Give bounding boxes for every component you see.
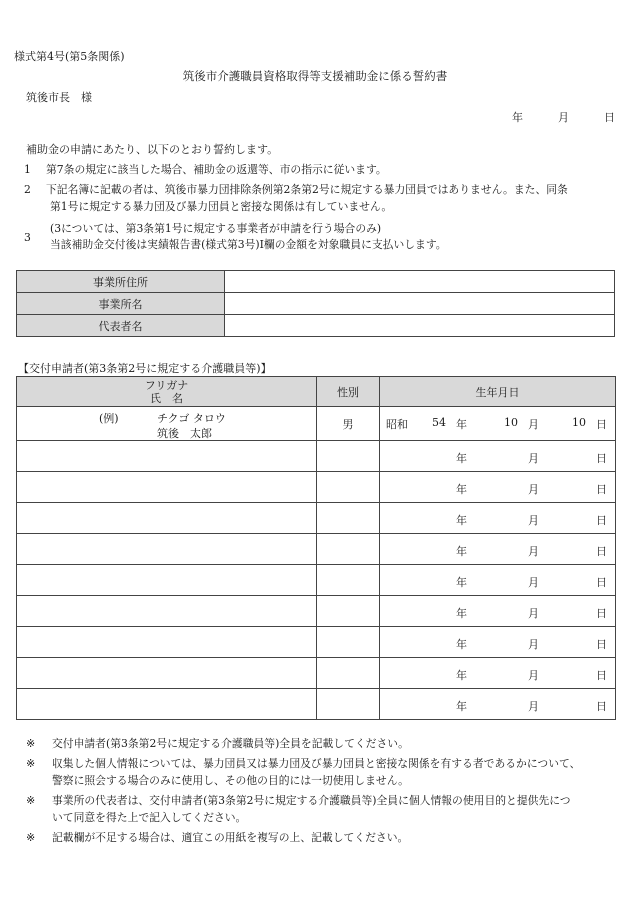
- header-sex: 性別: [317, 377, 380, 407]
- applicant-sex-field[interactable]: [317, 596, 380, 627]
- business-name-label: 事業所名: [17, 293, 225, 315]
- dob-month-unit: 月: [528, 483, 539, 496]
- representative-name-field[interactable]: [225, 315, 615, 337]
- dob-day-unit: 日: [596, 669, 607, 682]
- note-3-cont: いて同意を得た上で記入してください。: [52, 811, 247, 824]
- addressee: 筑後市長 様: [26, 91, 92, 104]
- applicant-sex-field[interactable]: [317, 503, 380, 534]
- applicant-sex-field[interactable]: [317, 689, 380, 720]
- example-furigana: チクゴ タロウ: [157, 411, 226, 425]
- applicant-row: [17, 503, 616, 534]
- pledge-item-number: 2: [24, 183, 31, 196]
- example-year: 54: [432, 416, 446, 429]
- pledge-item-text-cont: 第1号に規定する暴力団及び暴力団員と密接な関係は有していません。: [50, 200, 393, 213]
- dob-month-unit: 月: [528, 700, 539, 713]
- applicant-name-field[interactable]: [17, 689, 317, 720]
- dob-year-unit: 年: [456, 607, 467, 620]
- pledge-item-3-text: 当該補助金交付後は実績報告書(様式第3号)Ⅰ欄の金額を対象職員に支払いします。: [50, 238, 447, 251]
- applicant-row: [17, 472, 616, 503]
- header-name: [17, 377, 317, 407]
- pledge-item-text: 下記名簿に記載の者は、筑後市暴力団排除条例第2条第2号に規定する暴力団員ではありません。また、同条: [46, 183, 568, 196]
- applicant-name-field[interactable]: [17, 596, 317, 627]
- applicant-dob-field[interactable]: [380, 472, 616, 503]
- header-name-label: 氏 名: [150, 391, 183, 405]
- example-month: 10: [504, 416, 518, 429]
- note-text: 交付申請者(第3条第2号に規定する介護職員等)全員を記載してください。: [52, 737, 409, 750]
- applicants-section-title: 【交付申請者(第3条第2号に規定する介護職員等)】: [18, 362, 272, 375]
- applicant-row: [17, 689, 616, 720]
- dob-month-unit: 月: [528, 514, 539, 527]
- applicant-name-field[interactable]: [17, 534, 317, 565]
- note-mark: ※: [26, 737, 36, 750]
- dob-day-unit: 日: [596, 483, 607, 496]
- note-2: [26, 756, 580, 771]
- example-dob: [380, 407, 616, 441]
- applicant-dob-field[interactable]: [380, 596, 616, 627]
- dob-day-unit: 日: [596, 700, 607, 713]
- applicant-sex-field[interactable]: [317, 565, 380, 596]
- dob-day-unit: 日: [596, 638, 607, 651]
- applicant-row: [17, 534, 616, 565]
- applicant-row: [17, 441, 616, 472]
- applicant-sex-field[interactable]: [317, 441, 380, 472]
- applicant-sex-field[interactable]: [317, 472, 380, 503]
- pledge-item-text: 第7条の規定に該当した場合、補助金の返還等、市の指示に従います。: [46, 163, 387, 176]
- example-sex: 男: [317, 407, 380, 441]
- business-name-field[interactable]: [225, 293, 615, 315]
- example-name-cell: [17, 407, 317, 441]
- dob-year-unit: 年: [456, 483, 467, 496]
- dob-day-unit: 日: [596, 576, 607, 589]
- pledge-intro: 補助金の申請にあたり、以下のとおり誓約します。: [26, 143, 279, 156]
- dob-year-unit: 年: [456, 576, 467, 589]
- dob-month-unit: 月: [528, 669, 539, 682]
- representative-name-label: 代表者名: [17, 315, 225, 337]
- applicant-name-field[interactable]: [17, 503, 317, 534]
- applicant-name-field[interactable]: [17, 658, 317, 689]
- applicant-dob-field[interactable]: [380, 627, 616, 658]
- date-month-label: 月: [558, 111, 569, 124]
- dob-day-unit: 日: [596, 514, 607, 527]
- note-mark: ※: [26, 757, 36, 770]
- example-label: (例): [99, 411, 119, 425]
- dob-year-unit: 年: [456, 452, 467, 465]
- applicant-name-field[interactable]: [17, 472, 317, 503]
- business-address-label: 事業所住所: [17, 271, 225, 293]
- applicant-name-field[interactable]: [17, 627, 317, 658]
- dob-year-unit: 年: [456, 669, 467, 682]
- note-text: 事業所の代表者は、交付申請者(第3条第2号に規定する介護職員等)全員に個人情報の使用目的と提供先につ: [52, 794, 571, 807]
- dob-year-unit: 年: [456, 700, 467, 713]
- business-address-field[interactable]: [225, 271, 615, 293]
- applicant-sex-field[interactable]: [317, 658, 380, 689]
- applicant-dob-field[interactable]: [380, 658, 616, 689]
- note-3: [26, 793, 571, 808]
- applicant-sex-field[interactable]: [317, 627, 380, 658]
- note-2-cont: 警察に照会する場合のみに使用し、その他の目的には一切使用しません。: [52, 774, 409, 787]
- dob-year-unit: 年: [456, 545, 467, 558]
- dob-month-unit: 月: [528, 638, 539, 651]
- example-day: 10: [572, 416, 586, 429]
- applicant-name-field[interactable]: [17, 441, 317, 472]
- dob-day-unit: 日: [596, 607, 607, 620]
- dob-day-unit: 日: [596, 418, 607, 431]
- dob-year-unit: 年: [456, 514, 467, 527]
- dob-month-unit: 月: [528, 452, 539, 465]
- note-text: 記載欄が不足する場合は、適宜この用紙を複写の上、記載してください。: [52, 831, 409, 844]
- pledge-item-number: 1: [24, 163, 31, 176]
- business-info-table: [16, 270, 615, 337]
- form-number: 様式第4号(第5条関係): [14, 50, 125, 63]
- applicant-dob-field[interactable]: [380, 534, 616, 565]
- note-mark: ※: [26, 831, 36, 844]
- header-dob: 生年月日: [380, 377, 616, 407]
- applicant-dob-field[interactable]: [380, 565, 616, 596]
- applicant-sex-field[interactable]: [317, 534, 380, 565]
- dob-month-unit: 月: [528, 545, 539, 558]
- dob-month-unit: 月: [528, 607, 539, 620]
- applicants-table: [16, 376, 616, 720]
- pledge-item-3-number: [24, 231, 46, 244]
- pledge-item-1: [24, 162, 387, 177]
- note-1: [26, 736, 409, 751]
- dob-day-unit: 日: [596, 452, 607, 465]
- dob-year-unit: 年: [456, 418, 467, 431]
- note-4: [26, 830, 408, 845]
- date-day-label: 日: [604, 111, 615, 124]
- document-title: 筑後市介護職員資格取得等支援補助金に係る誓約書: [182, 69, 448, 83]
- dob-month-unit: 月: [528, 418, 539, 431]
- applicant-row: [17, 565, 616, 596]
- applicant-dob-field[interactable]: [380, 441, 616, 472]
- note-text: 収集した個人情報については、暴力団員又は暴力団及び暴力団員と密接な関係を有する者であるかについて、: [52, 757, 581, 770]
- header-furigana-label: フリガナ: [144, 378, 189, 392]
- applicant-dob-field[interactable]: [380, 689, 616, 720]
- example-name: 筑後 太郎: [157, 426, 212, 440]
- dob-year-unit: 年: [456, 638, 467, 651]
- example-era: 昭和: [386, 418, 408, 431]
- dob-day-unit: 日: [596, 545, 607, 558]
- dob-month-unit: 月: [528, 576, 539, 589]
- pledge-item-2: [24, 182, 568, 197]
- applicant-row: [17, 658, 616, 689]
- applicant-row: [17, 627, 616, 658]
- applicant-row: [17, 596, 616, 627]
- example-row: [17, 407, 616, 441]
- applicant-name-field[interactable]: [17, 565, 317, 596]
- note-mark: ※: [26, 794, 36, 807]
- date-year-label: 年: [512, 111, 523, 124]
- pledge-item-3-condition: (3については、第3条第1号に規定する事業者が申請を行う場合のみ): [50, 222, 382, 235]
- applicant-dob-field[interactable]: [380, 503, 616, 534]
- pledge-item-number: 3: [24, 231, 31, 244]
